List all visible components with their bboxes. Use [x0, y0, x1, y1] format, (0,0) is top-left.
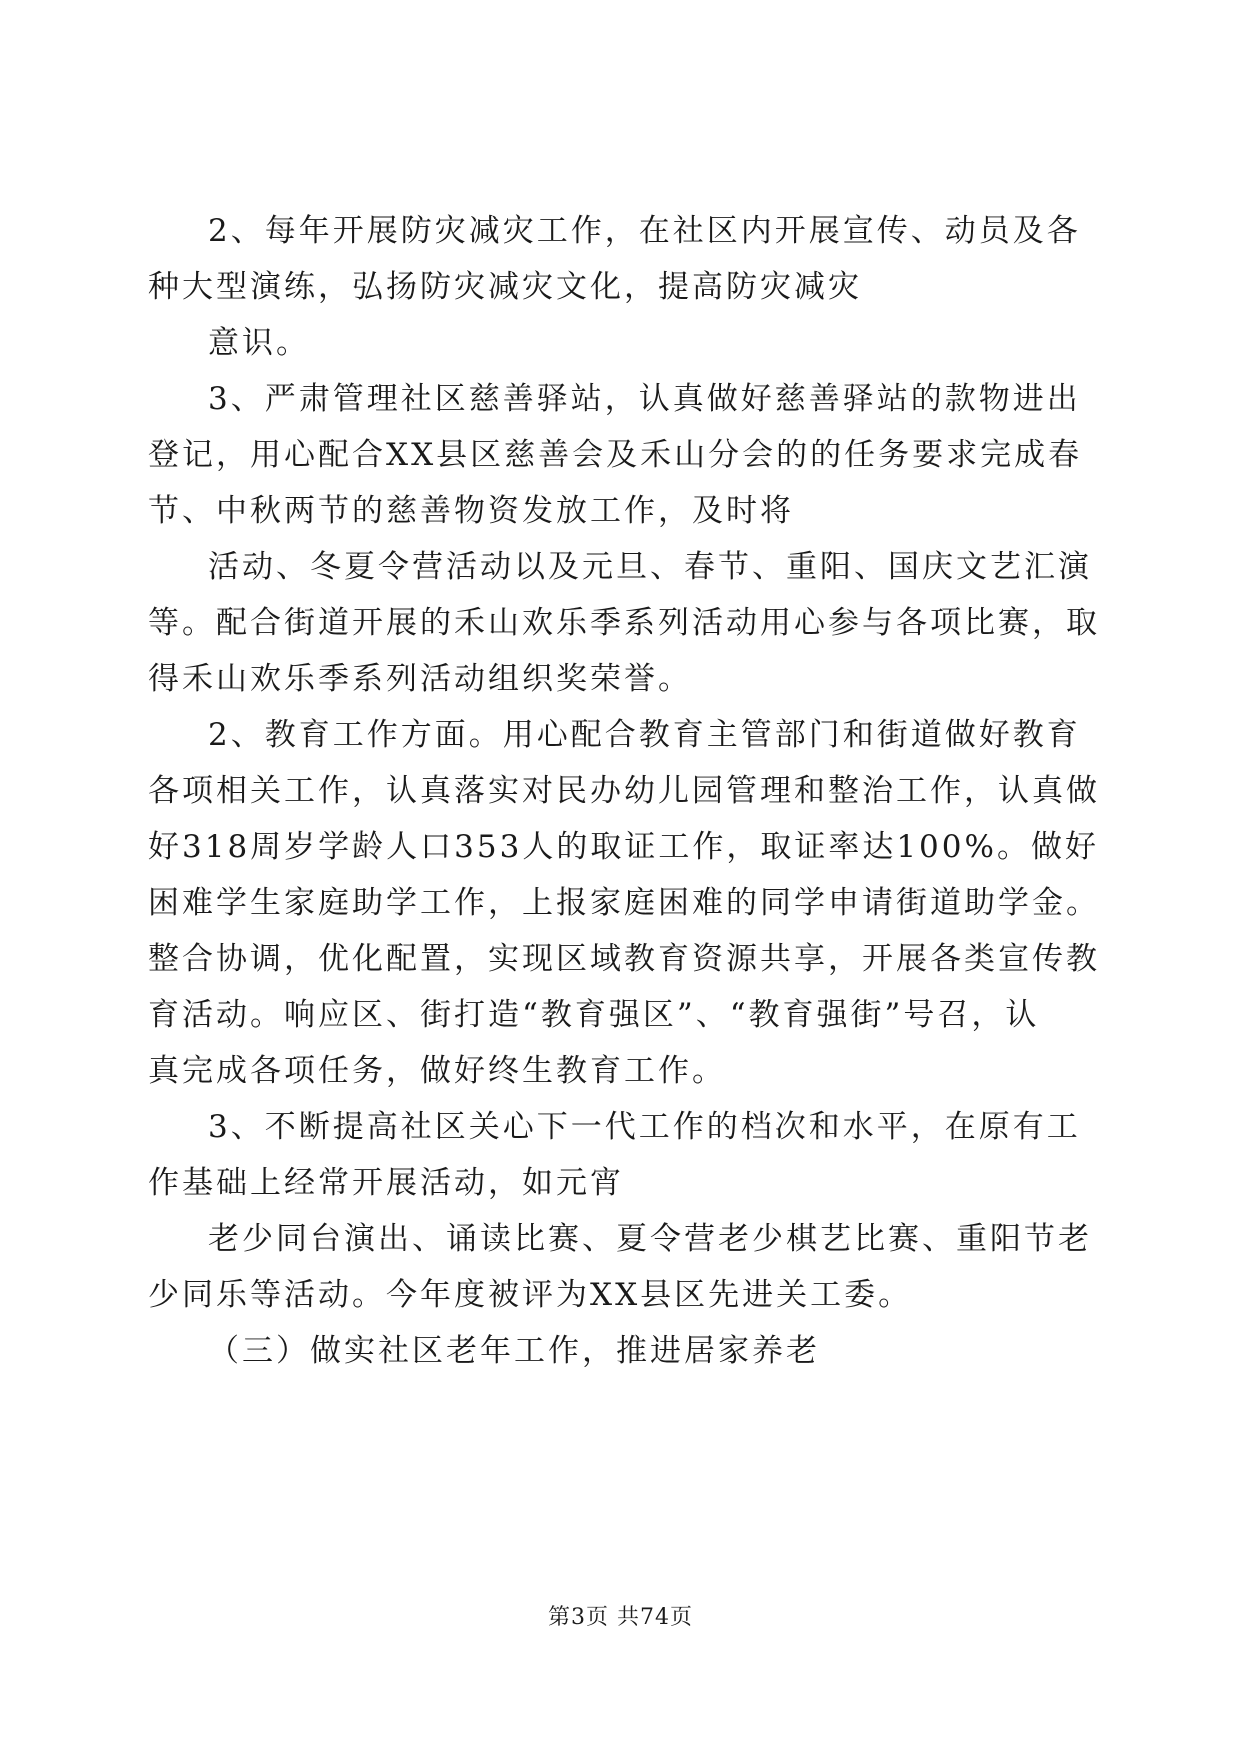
paragraph-line: 2、每年开展防灾减灾工作，在社区内开展宣传、动员及各 — [208, 213, 1081, 249]
paragraph-line: 作基础上经常开展活动，如元宵 — [148, 1165, 624, 1201]
paragraph-line: 各项相关工作，认真落实对民办幼儿园管理和整治工作，认真做 — [148, 773, 1100, 809]
paragraph-line: 得禾山欢乐季系列活动组织奖荣誉。 — [148, 661, 692, 697]
section-heading: （三）做实社区老年工作，推进居家养老 — [208, 1333, 820, 1369]
paragraph-line: 3、严肃管理社区慈善驿站，认真做好慈善驿站的款物进出 — [208, 381, 1081, 417]
paragraph-line: 3、不断提高社区关心下一代工作的档次和水平，在原有工 — [208, 1109, 1081, 1145]
paragraph-line: 整合协调，优化配置，实现区域教育资源共享，开展各类宣传教 — [148, 941, 1100, 977]
paragraph-line: 等。配合街道开展的禾山欢乐季系列活动用心参与各项比赛，取 — [148, 605, 1100, 641]
paragraph-line: 好318周岁学龄人口353人的取证工作，取证率达100%。做好 — [148, 829, 1099, 865]
paragraph-line: 种大型演练，弘扬防灾减灾文化，提高防灾减灾 — [148, 269, 862, 305]
paragraph-line: 2、教育工作方面。用心配合教育主管部门和街道做好教育 — [208, 717, 1081, 753]
paragraph-line: 育活动。响应区、街打造“教育强区”、“教育强街”号召，认 — [148, 997, 1040, 1033]
page-number-footer: 第3页 共74页 — [548, 1605, 693, 1630]
paragraph-line: 真完成各项任务，做好终生教育工作。 — [148, 1053, 726, 1089]
paragraph-line: 老少同台演出、诵读比赛、夏令营老少棋艺比赛、重阳节老 — [208, 1221, 1092, 1257]
paragraph-line: 少同乐等活动。今年度被评为XX县区先进关工委。 — [148, 1277, 913, 1313]
paragraph-line: 登记，用心配合XX县区慈善会及禾山分会的的任务要求完成春 — [148, 437, 1083, 473]
paragraph-line: 节、中秋两节的慈善物资发放工作，及时将 — [148, 493, 794, 529]
paragraph-line: 意识。 — [208, 325, 310, 361]
paragraph-line: 困难学生家庭助学工作，上报家庭困难的同学申请街道助学金。 — [148, 885, 1100, 921]
paragraph-line: 活动、冬夏令营活动以及元旦、春节、重阳、国庆文艺汇演 — [208, 549, 1092, 585]
